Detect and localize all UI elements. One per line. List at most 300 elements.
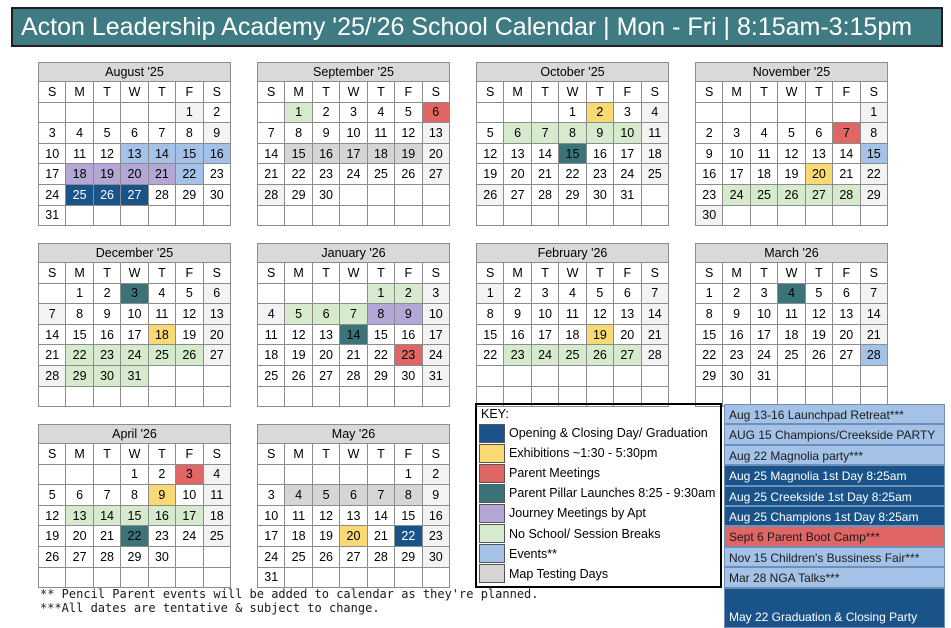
empty-cell (176, 365, 203, 386)
weekday-header: T (805, 263, 832, 284)
empty-cell (39, 386, 66, 407)
weekday-header: S (422, 263, 449, 284)
day-cell: 18 (641, 143, 668, 164)
empty-cell (258, 283, 285, 304)
weekday-header: M (504, 82, 531, 103)
day-cell: 2 (203, 102, 230, 123)
key-item (477, 544, 720, 564)
day-cell: 1 (66, 283, 93, 304)
weekday-header: T (93, 444, 120, 465)
day-cell: 7 (340, 304, 367, 325)
empty-cell (340, 464, 367, 485)
day-cell: 19 (778, 164, 805, 185)
empty-cell (750, 205, 777, 226)
day-cell: 2 (148, 464, 175, 485)
day-cell: 26 (312, 546, 339, 567)
day-cell: 21 (833, 164, 860, 185)
month-title: May '26 (258, 425, 450, 444)
day-cell: 23 (586, 164, 613, 185)
empty-cell (121, 386, 148, 407)
day-cell: 6 (805, 123, 832, 144)
event-item: Sept 6 Parent Boot Camp*** (724, 526, 945, 546)
empty-cell (203, 365, 230, 386)
day-cell: 17 (422, 324, 449, 345)
empty-cell (39, 102, 66, 123)
day-cell: 1 (477, 283, 504, 304)
day-cell: 20 (121, 164, 148, 185)
key-swatch (479, 564, 505, 583)
empty-cell (312, 205, 339, 226)
day-cell: 2 (723, 283, 750, 304)
empty-cell (696, 102, 723, 123)
empty-cell (176, 567, 203, 588)
day-cell: 21 (367, 526, 394, 547)
day-cell: 7 (833, 123, 860, 144)
day-cell: 24 (422, 345, 449, 366)
day-cell: 6 (340, 485, 367, 506)
weekday-header: W (121, 263, 148, 284)
empty-cell (121, 102, 148, 123)
key-item (477, 423, 720, 443)
day-cell: 8 (477, 304, 504, 325)
month-calendar (257, 62, 450, 226)
day-cell: 22 (367, 345, 394, 366)
day-cell: 2 (422, 464, 449, 485)
month-calendar (38, 243, 231, 407)
empty-cell (203, 546, 230, 567)
day-cell: 3 (614, 102, 641, 123)
day-cell: 1 (285, 102, 312, 123)
day-cell: 24 (531, 345, 558, 366)
empty-cell (93, 386, 120, 407)
day-cell: 8 (367, 304, 394, 325)
day-cell: 24 (258, 546, 285, 567)
empty-cell (93, 567, 120, 588)
day-cell: 9 (312, 123, 339, 144)
day-cell: 4 (203, 464, 230, 485)
day-cell: 3 (176, 464, 203, 485)
month-calendar (695, 62, 888, 226)
day-cell: 28 (93, 546, 120, 567)
day-cell: 7 (367, 485, 394, 506)
day-cell: 12 (778, 143, 805, 164)
day-cell: 6 (203, 283, 230, 304)
event-item: Mar 28 NGA Talks*** (724, 567, 945, 587)
day-cell: 8 (395, 485, 422, 506)
event-item: Aug 13-16 Launchpad Retreat*** (724, 404, 945, 424)
key-item (477, 483, 720, 503)
day-cell: 6 (312, 304, 339, 325)
empty-cell (614, 205, 641, 226)
day-cell: 26 (93, 184, 120, 205)
day-cell: 1 (395, 464, 422, 485)
day-cell: 22 (477, 345, 504, 366)
day-cell: 29 (559, 184, 586, 205)
empty-cell (367, 205, 394, 226)
empty-cell (285, 283, 312, 304)
empty-cell (258, 205, 285, 226)
empty-cell (750, 102, 777, 123)
weekday-header: M (66, 444, 93, 465)
day-cell: 2 (93, 283, 120, 304)
empty-cell (258, 102, 285, 123)
weekday-header: S (860, 263, 887, 284)
day-cell: 9 (422, 485, 449, 506)
key-swatch (479, 424, 505, 443)
day-cell: 9 (148, 485, 175, 506)
day-cell: 8 (285, 123, 312, 144)
empty-cell (121, 205, 148, 226)
day-cell: 26 (477, 184, 504, 205)
day-cell: 5 (312, 485, 339, 506)
day-cell: 27 (422, 164, 449, 185)
empty-cell (641, 184, 668, 205)
day-cell: 3 (121, 283, 148, 304)
empty-cell (422, 184, 449, 205)
day-cell: 11 (750, 143, 777, 164)
empty-cell (340, 386, 367, 407)
empty-cell (66, 386, 93, 407)
weekday-header: S (39, 444, 66, 465)
day-cell: 16 (312, 143, 339, 164)
day-cell: 2 (312, 102, 339, 123)
day-cell: 12 (39, 505, 66, 526)
key-swatch (479, 504, 505, 523)
day-cell: 16 (395, 324, 422, 345)
day-cell: 24 (176, 526, 203, 547)
day-cell: 18 (750, 164, 777, 185)
weekday-header: S (641, 82, 668, 103)
day-cell: 18 (367, 143, 394, 164)
weekday-header: T (586, 263, 613, 284)
empty-cell (203, 205, 230, 226)
day-cell: 8 (559, 123, 586, 144)
day-cell: 11 (285, 505, 312, 526)
day-cell: 30 (395, 365, 422, 386)
weekday-header: S (203, 444, 230, 465)
day-cell: 3 (750, 283, 777, 304)
weekday-header: F (833, 82, 860, 103)
day-cell: 4 (367, 102, 394, 123)
day-cell: 2 (586, 102, 613, 123)
day-cell: 21 (860, 324, 887, 345)
day-cell: 20 (805, 164, 832, 185)
day-cell: 16 (148, 505, 175, 526)
event-item: May 22 Graduation & Closing Party (724, 588, 945, 628)
empty-cell (504, 365, 531, 386)
day-cell: 17 (723, 164, 750, 185)
events-list (724, 404, 945, 628)
day-cell: 12 (312, 505, 339, 526)
day-cell: 22 (696, 345, 723, 366)
day-cell: 9 (723, 304, 750, 325)
day-cell: 31 (39, 205, 66, 226)
day-cell: 21 (39, 345, 66, 366)
day-cell: 15 (860, 143, 887, 164)
day-cell: 10 (614, 123, 641, 144)
key-swatch (479, 484, 505, 503)
day-cell: 10 (723, 143, 750, 164)
day-cell: 3 (340, 102, 367, 123)
empty-cell (258, 464, 285, 485)
day-cell: 9 (696, 143, 723, 164)
weekday-header: W (121, 444, 148, 465)
empty-cell (340, 283, 367, 304)
empty-cell (531, 365, 558, 386)
empty-cell (805, 205, 832, 226)
weekday-header: T (367, 263, 394, 284)
weekday-header: S (39, 263, 66, 284)
weekday-header: S (203, 263, 230, 284)
day-cell: 4 (559, 283, 586, 304)
key-title: KEY: (481, 407, 509, 421)
day-cell: 4 (258, 304, 285, 325)
day-cell: 15 (285, 143, 312, 164)
day-cell: 1 (696, 283, 723, 304)
day-cell: 9 (395, 304, 422, 325)
day-cell: 22 (66, 345, 93, 366)
empty-cell (176, 546, 203, 567)
day-cell: 23 (422, 526, 449, 547)
day-cell: 24 (723, 184, 750, 205)
day-cell: 28 (148, 184, 175, 205)
weekday-header: T (93, 82, 120, 103)
day-cell: 3 (422, 283, 449, 304)
event-item: Aug 25 Magnolia 1st Day 8:25am (724, 465, 945, 485)
day-cell: 26 (39, 546, 66, 567)
day-cell: 11 (203, 485, 230, 506)
day-cell: 26 (778, 184, 805, 205)
day-cell: 17 (258, 526, 285, 547)
day-cell: 18 (203, 505, 230, 526)
weekday-header: S (203, 82, 230, 103)
month-title: August '25 (39, 63, 231, 82)
weekday-header: M (66, 82, 93, 103)
event-item: Aug 25 Champions 1st Day 8:25am (724, 506, 945, 526)
empty-cell (614, 365, 641, 386)
day-cell: 4 (148, 283, 175, 304)
weekday-header: W (778, 82, 805, 103)
day-cell: 8 (176, 123, 203, 144)
weekday-header: T (586, 82, 613, 103)
day-cell: 30 (312, 184, 339, 205)
day-cell: 4 (641, 102, 668, 123)
month-title: December '25 (39, 244, 231, 263)
day-cell: 13 (66, 505, 93, 526)
key-swatch (479, 524, 505, 543)
empty-cell (477, 365, 504, 386)
month-title: April '26 (39, 425, 231, 444)
day-cell: 30 (422, 546, 449, 567)
day-cell: 13 (805, 143, 832, 164)
event-item: Aug 22 Magnolia party*** (724, 445, 945, 465)
day-cell: 28 (367, 546, 394, 567)
day-cell: 15 (66, 324, 93, 345)
day-cell: 25 (367, 164, 394, 185)
weekday-header: T (805, 82, 832, 103)
weekday-header: S (860, 82, 887, 103)
empty-cell (833, 365, 860, 386)
day-cell: 27 (203, 345, 230, 366)
empty-cell (778, 365, 805, 386)
weekday-header: W (340, 444, 367, 465)
weekday-header: T (148, 263, 175, 284)
key-item (477, 443, 720, 463)
day-cell: 19 (176, 324, 203, 345)
day-cell: 23 (723, 345, 750, 366)
weekday-header: M (285, 82, 312, 103)
weekday-header: T (531, 263, 558, 284)
day-cell: 28 (860, 345, 887, 366)
day-cell: 14 (148, 143, 175, 164)
day-cell: 25 (148, 345, 175, 366)
month-title: November '25 (696, 63, 888, 82)
legend-key (475, 403, 722, 588)
day-cell: 1 (559, 102, 586, 123)
day-cell: 10 (750, 304, 777, 325)
empty-cell (39, 567, 66, 588)
day-cell: 15 (696, 324, 723, 345)
day-cell: 24 (340, 164, 367, 185)
day-cell: 13 (340, 505, 367, 526)
day-cell: 7 (531, 123, 558, 144)
weekday-header: S (477, 263, 504, 284)
footnotes (40, 587, 539, 615)
day-cell: 22 (559, 164, 586, 185)
empty-cell (833, 102, 860, 123)
key-swatch (479, 544, 505, 563)
day-cell: 29 (860, 184, 887, 205)
day-cell: 18 (258, 345, 285, 366)
empty-cell (367, 464, 394, 485)
day-cell: 11 (367, 123, 394, 144)
empty-cell (531, 102, 558, 123)
day-cell: 30 (723, 365, 750, 386)
key-swatch (479, 464, 505, 483)
day-cell: 21 (148, 164, 175, 185)
day-cell: 9 (93, 304, 120, 325)
empty-cell (148, 205, 175, 226)
day-cell: 5 (285, 304, 312, 325)
empty-cell (477, 205, 504, 226)
month-title: January '26 (258, 244, 450, 263)
weekday-header: S (696, 263, 723, 284)
day-cell: 14 (833, 143, 860, 164)
day-cell: 25 (641, 164, 668, 185)
day-cell: 15 (121, 505, 148, 526)
key-label: Opening & Closing Day/ Graduation (509, 426, 708, 441)
weekday-header: S (422, 444, 449, 465)
empty-cell (559, 205, 586, 226)
day-cell: 31 (422, 365, 449, 386)
day-cell: 18 (148, 324, 175, 345)
day-cell: 24 (750, 345, 777, 366)
day-cell: 17 (614, 143, 641, 164)
weekday-header: M (504, 263, 531, 284)
day-cell: 13 (203, 304, 230, 325)
day-cell: 16 (586, 143, 613, 164)
day-cell: 17 (121, 324, 148, 345)
day-cell: 20 (504, 164, 531, 185)
day-cell: 16 (696, 164, 723, 185)
day-cell: 16 (723, 324, 750, 345)
day-cell: 19 (285, 345, 312, 366)
day-cell: 27 (504, 184, 531, 205)
month-calendar (476, 243, 669, 407)
day-cell: 5 (176, 283, 203, 304)
day-cell: 22 (285, 164, 312, 185)
day-cell: 1 (367, 283, 394, 304)
key-item (477, 523, 720, 543)
day-cell: 10 (121, 304, 148, 325)
month-title: October '25 (477, 63, 669, 82)
day-cell: 27 (340, 546, 367, 567)
empty-cell (367, 184, 394, 205)
key-label: Map Testing Days (509, 566, 609, 581)
weekday-header: F (614, 263, 641, 284)
empty-cell (422, 386, 449, 407)
day-cell: 27 (312, 365, 339, 386)
weekday-header: F (176, 82, 203, 103)
weekday-header: T (312, 263, 339, 284)
day-cell: 28 (833, 184, 860, 205)
day-cell: 12 (586, 304, 613, 325)
day-cell: 6 (833, 283, 860, 304)
day-cell: 9 (203, 123, 230, 144)
weekday-header: F (833, 263, 860, 284)
day-cell: 5 (778, 123, 805, 144)
day-cell: 11 (641, 123, 668, 144)
day-cell: 14 (641, 304, 668, 325)
day-cell: 20 (614, 324, 641, 345)
day-cell: 8 (66, 304, 93, 325)
day-cell: 29 (367, 365, 394, 386)
day-cell: 23 (312, 164, 339, 185)
day-cell: 6 (614, 283, 641, 304)
day-cell: 15 (477, 324, 504, 345)
empty-cell (778, 102, 805, 123)
empty-cell (176, 205, 203, 226)
day-cell: 4 (285, 485, 312, 506)
day-cell: 28 (531, 184, 558, 205)
day-cell: 5 (586, 283, 613, 304)
day-cell: 13 (422, 123, 449, 144)
weekday-header: T (312, 82, 339, 103)
day-cell: 22 (121, 526, 148, 547)
empty-cell (395, 184, 422, 205)
month-calendar (695, 243, 888, 407)
day-cell: 9 (504, 304, 531, 325)
weekday-header: T (367, 82, 394, 103)
empty-cell (176, 386, 203, 407)
day-cell: 1 (860, 102, 887, 123)
day-cell: 23 (203, 164, 230, 185)
empty-cell (121, 567, 148, 588)
weekday-header: T (148, 444, 175, 465)
empty-cell (586, 205, 613, 226)
day-cell: 23 (504, 345, 531, 366)
empty-cell (641, 365, 668, 386)
day-cell: 8 (696, 304, 723, 325)
day-cell: 20 (66, 526, 93, 547)
footnote: ***All dates are tentative & subject to change. (40, 601, 380, 615)
month-title: March '26 (696, 244, 888, 263)
day-cell: 27 (805, 184, 832, 205)
day-cell: 28 (340, 365, 367, 386)
day-cell: 8 (860, 123, 887, 144)
day-cell: 11 (778, 304, 805, 325)
day-cell: 16 (203, 143, 230, 164)
